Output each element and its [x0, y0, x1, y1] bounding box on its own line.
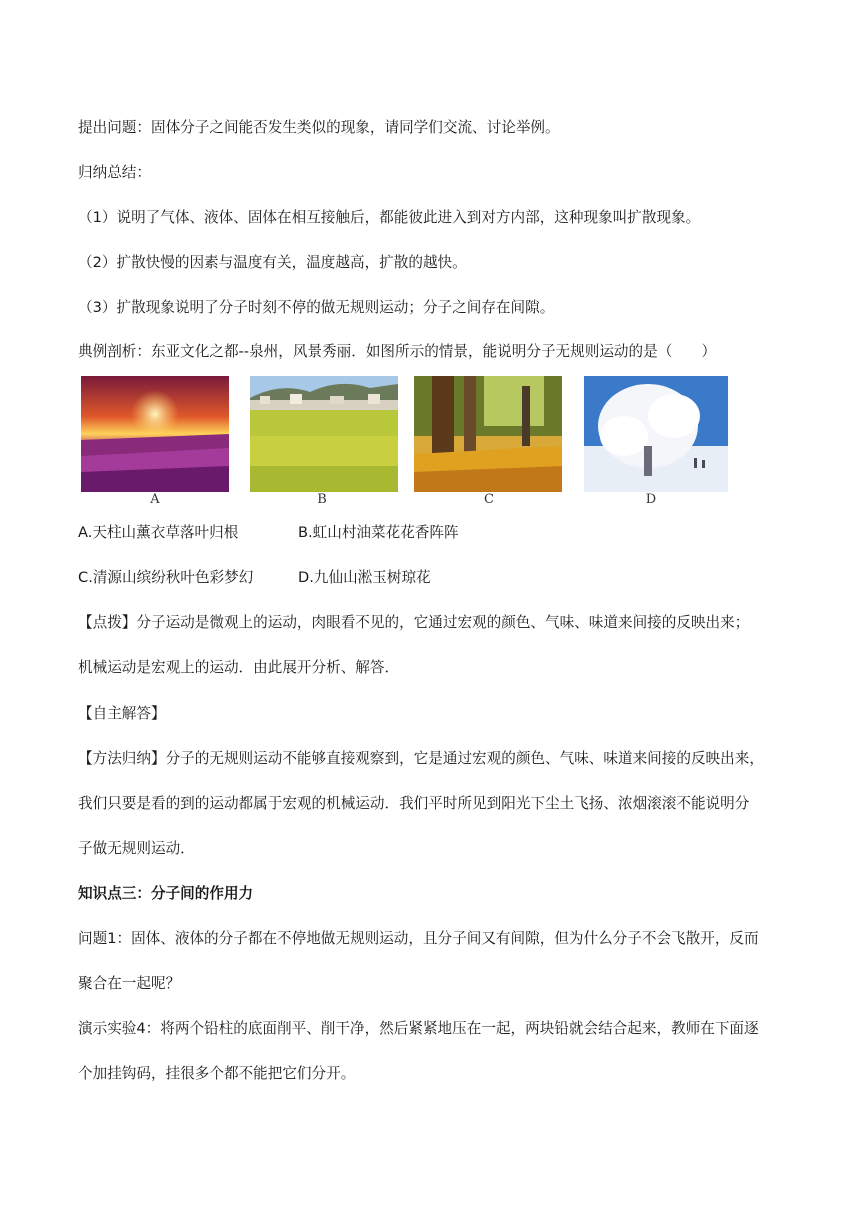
experiment-line-1: 演示实验4：将两个铅柱的底面削平、削干净，然后紧紧地压在一起，两块铅就会结合起来，教师在下面逐 — [78, 1020, 759, 1037]
photo-autumn-forest — [414, 376, 562, 492]
experiment-line-2: 个加挂钩码，挂很多个都不能把它们分开。 — [78, 1065, 356, 1082]
question-1-line-2: 聚合在一起呢？ — [78, 975, 181, 992]
method-line-3: 子做无规则运动． — [78, 840, 195, 857]
option-d: D.九仙山淞玉树琼花 — [298, 569, 431, 586]
photo-rime-tree — [584, 376, 728, 492]
option-a: A.天柱山薰衣草落叶归根 — [78, 524, 239, 541]
option-c: C.清源山缤纷秋叶色彩梦幻 — [78, 569, 254, 586]
method-line-1: 【方法归纳】分子的无规则运动不能够直接观察到，它是通过宏观的颜色、气味、味道来间接的反映出来， — [78, 750, 764, 767]
caption-b: B — [317, 492, 327, 507]
summary-heading: 归纳总结： — [78, 164, 151, 181]
photo-rapeseed — [250, 376, 398, 492]
example-text: 典例剖析：东亚文化之都--泉州，风景秀丽．如图所示的情景，能说明分子无规则运动的是（ ） — [78, 343, 717, 360]
summary-item-3: （3）扩散现象说明了分子时刻不停的做无规则运动；分子之间存在间隙。 — [78, 299, 555, 316]
section-heading: 知识点三：分子间的作用力 — [78, 885, 254, 902]
caption-a: A — [150, 492, 160, 507]
self-answer-label: 【自主解答】 — [78, 705, 166, 722]
photo-lavender — [81, 376, 229, 492]
option-b: B.虹山村油菜花花香阵阵 — [298, 524, 459, 541]
caption-c: C — [484, 492, 494, 507]
caption-d: D — [645, 492, 657, 507]
hint-line-1: 【点拨】分子运动是微观上的运动，肉眼看不见的，它通过宏观的颜色、气味、味道来间接的反映出来； — [78, 614, 750, 631]
question-text: 提出问题：固体分子之间能否发生类似的现象，请同学们交流、讨论举例。 — [78, 119, 560, 136]
method-line-2: 我们只要是看的到的运动都属于宏观的机械运动．我们平时所见到阳光下尘土飞扬、浓烟滚滚不能说明分 — [78, 795, 750, 812]
question-1-line-1: 问题1：固体、液体的分子都在不停地做无规则运动，且分子间又有间隙，但为什么分子不会飞散开，反而 — [78, 930, 759, 947]
summary-item-2: （2）扩散快慢的因素与温度有关，温度越高，扩散的越快。 — [78, 254, 467, 271]
summary-item-1: （1）说明了气体、液体、固体在相互接触后，都能彼此进入到对方内部，这种现象叫扩散现象。 — [78, 209, 701, 226]
hint-line-2: 机械运动是宏观上的运动．由此展开分析、解答． — [78, 659, 400, 676]
